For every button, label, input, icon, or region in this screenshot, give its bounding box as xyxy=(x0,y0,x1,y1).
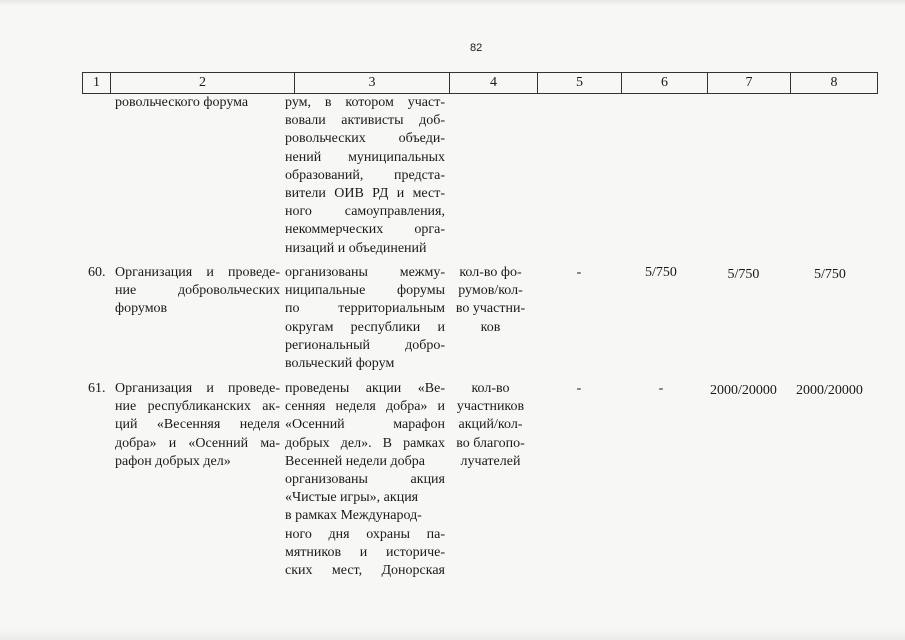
row60-col4-line: румов/кол- xyxy=(458,283,523,299)
cont-col2 xyxy=(115,94,280,112)
row61-col3-line: «Осенний марафон xyxy=(285,417,445,433)
row61-number: 61. xyxy=(88,381,106,396)
row61-col3-line: ного дня охраны па- xyxy=(285,526,445,542)
header-col-4: 4 xyxy=(449,73,537,93)
scan-edge-bottom xyxy=(0,630,905,640)
row61-col2-line: рафон добрых дел» xyxy=(115,453,231,469)
header-col-7: 7 xyxy=(707,73,790,93)
row60-col6: 5/750 xyxy=(645,265,677,280)
row60-col2-line: ние добровольческих xyxy=(115,283,280,299)
row61-col3-line: Весенней недели добра xyxy=(285,453,425,469)
cont-col3 xyxy=(285,94,445,258)
row60-col3-line: вольческий форум xyxy=(285,356,395,372)
cont-col3-line: образований, предста- xyxy=(285,167,445,183)
row60-col4-line: ков xyxy=(480,319,501,335)
row61-col6: - xyxy=(658,381,664,396)
row61-col4-line: лучателей xyxy=(460,453,521,469)
row60-col3-line: организованы межму- xyxy=(285,265,445,280)
row60-col4-line: во участни- xyxy=(455,301,526,317)
row60-col7: 5/750 xyxy=(727,267,760,282)
header-col-2: 2 xyxy=(110,73,294,93)
page-number: 82 xyxy=(470,42,483,54)
row61-col5: - xyxy=(576,381,582,396)
row61-col3-line: ских мест, Донорская xyxy=(285,563,445,579)
row60-col5: - xyxy=(576,265,582,280)
cont-col2-line: ровольческого форума xyxy=(115,95,249,110)
row60-col3-line: по территориальным xyxy=(285,301,445,317)
header-col-6: 6 xyxy=(621,73,707,93)
row60-col4-line: кол-во фо- xyxy=(459,265,522,280)
cont-col3-line: вовали активисты доб- xyxy=(285,113,445,129)
row61-col2-line: добра» и «Осенний ма- xyxy=(115,435,280,451)
cont-col3-line: нений муниципальных xyxy=(285,149,445,165)
row61-col2 xyxy=(115,380,280,471)
row60-col2-line: Организация и проведе- xyxy=(115,265,280,280)
row61-col4-line: во благопо- xyxy=(456,435,525,451)
row61-col2-line: ние республиканских ак- xyxy=(115,399,280,415)
cont-col3-line: ного самоуправления, xyxy=(285,204,445,220)
row60-col2 xyxy=(115,264,280,319)
row61-col2-line: Организация и проведе- xyxy=(115,381,280,396)
scan-edge-top xyxy=(0,0,905,6)
header-col-5: 5 xyxy=(537,73,621,93)
row61-col3-line: в рамках Международ- xyxy=(285,508,422,524)
table-header xyxy=(82,72,878,94)
row61-col2-line: ций «Весенняя неделя xyxy=(115,417,280,433)
row60-col4 xyxy=(448,264,533,337)
row61-col3-line: «Чистые игры», акция xyxy=(285,490,419,506)
row60-col3-line: региональный добро- xyxy=(285,337,445,353)
cont-col3-line: некоммерческих орга- xyxy=(285,222,445,238)
cont-col3-line: рум, в котором участ- xyxy=(285,95,445,110)
header-col-8: 8 xyxy=(790,73,878,93)
cont-col3-line: вители ОИВ РД и мест- xyxy=(285,186,445,202)
row61-col3-line: сенняя неделя добра» и xyxy=(285,399,445,415)
row60-col3 xyxy=(285,264,445,373)
cont-col3-line: низаций и объединений xyxy=(285,240,427,256)
row60-col8: 5/750 xyxy=(814,267,846,282)
row61-col3-line: организованы акция xyxy=(285,472,445,488)
header-col-1: 1 xyxy=(82,73,110,93)
row61-col4-line: акций/кол- xyxy=(458,417,523,433)
row61-col3-line: проведены акции «Ве- xyxy=(285,381,445,396)
row61-col4-line: кол-во xyxy=(471,381,510,396)
cont-col3-line: ровольческих объеди- xyxy=(285,131,445,147)
row61-col3 xyxy=(285,380,445,580)
header-col-3: 3 xyxy=(294,73,449,93)
row60-col2-line: форумов xyxy=(115,301,168,317)
row60-number: 60. xyxy=(88,265,106,280)
row60-col3-line: округам республики и xyxy=(285,319,445,335)
row61-col4-line: участников xyxy=(456,399,525,415)
row60-col3-line: ниципальные форумы xyxy=(285,283,445,299)
row61-col7: 2000/20000 xyxy=(710,383,777,398)
row61-col8: 2000/20000 xyxy=(796,383,863,398)
row61-col3-line: добрых дел». В рамках xyxy=(285,435,445,451)
row61-col3-line: мятников и историче- xyxy=(285,544,445,560)
row61-col4 xyxy=(448,380,533,471)
